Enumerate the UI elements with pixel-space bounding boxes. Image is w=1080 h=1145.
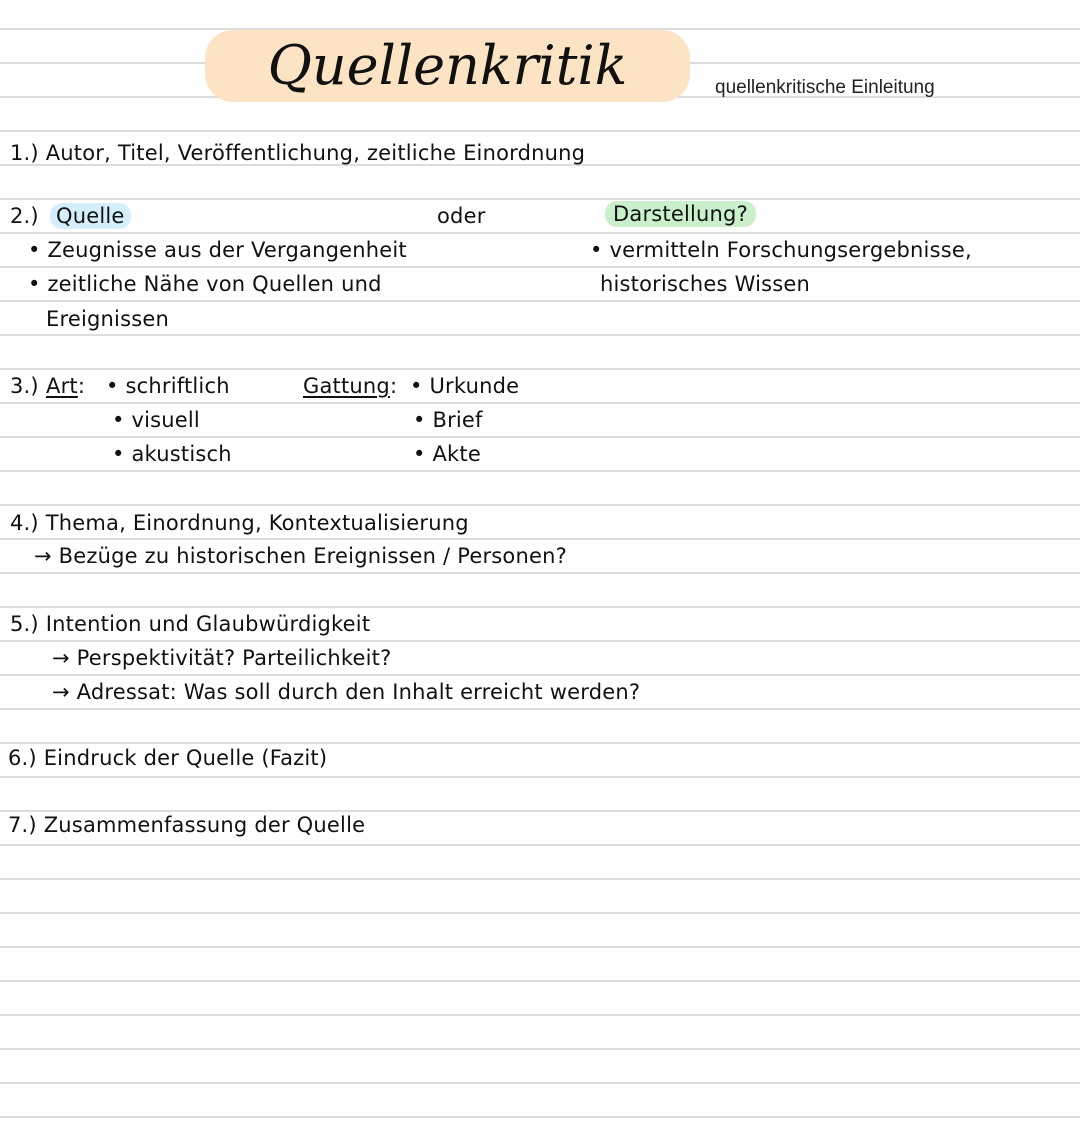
quelle-point-2: • zeitliche Nähe von Quellen und	[28, 272, 382, 296]
step-2-darstellung	[605, 204, 756, 225]
step-5-line-1: 5.) Intention und Glaubwürdigkeit	[10, 612, 371, 636]
art-item-3: • akustisch	[112, 442, 232, 466]
step-3-number: 3.)	[10, 374, 39, 398]
art-item-2: • visuell	[112, 408, 200, 432]
darstellung-point-1: • vermitteln Forschungsergebnisse,	[590, 238, 972, 262]
step-4-line-2: → Bezüge zu historischen Ereignissen / Personen?	[34, 544, 567, 568]
step-6: 6.) Eindruck der Quelle (Fazit)	[8, 746, 328, 770]
step-2-number: 2.)	[10, 204, 39, 228]
step-5-line-2: → Perspektivität? Parteilichkeit?	[52, 646, 392, 670]
darstellung-point-2: historisches Wissen	[600, 272, 811, 296]
art-item-1: • schriftlich	[106, 374, 230, 398]
quelle-highlight: Quelle	[50, 203, 131, 229]
art-label: Art:	[46, 374, 86, 398]
gattung-item-3: • Akte	[413, 442, 481, 466]
step-1: 1.) Autor, Titel, Veröffentlichung, zeitliche Einordnung	[10, 141, 586, 165]
step-2-oder: oder	[437, 204, 486, 228]
gattung-item-2: • Brief	[413, 408, 483, 432]
step-4-line-1: 4.) Thema, Einordnung, Kontextualisierung	[10, 511, 469, 535]
step-7: 7.) Zusammenfassung der Quelle	[8, 813, 366, 837]
gattung-item-1: • Urkunde	[410, 374, 520, 398]
gattung-label: Gattung:	[303, 374, 398, 398]
darstellung-highlight: Darstellung?	[605, 201, 756, 227]
subtitle: quellenkritische Einleitung	[715, 77, 935, 98]
page-title: Quellenkritik	[267, 34, 628, 97]
quelle-point-1: • Zeugnisse aus der Vergangenheit	[28, 238, 407, 262]
quelle-point-3: Ereignissen	[46, 307, 169, 331]
step-2-quelle	[50, 206, 131, 227]
step-5-line-3: → Adressat: Was soll durch den Inhalt erreicht werden?	[52, 680, 641, 704]
